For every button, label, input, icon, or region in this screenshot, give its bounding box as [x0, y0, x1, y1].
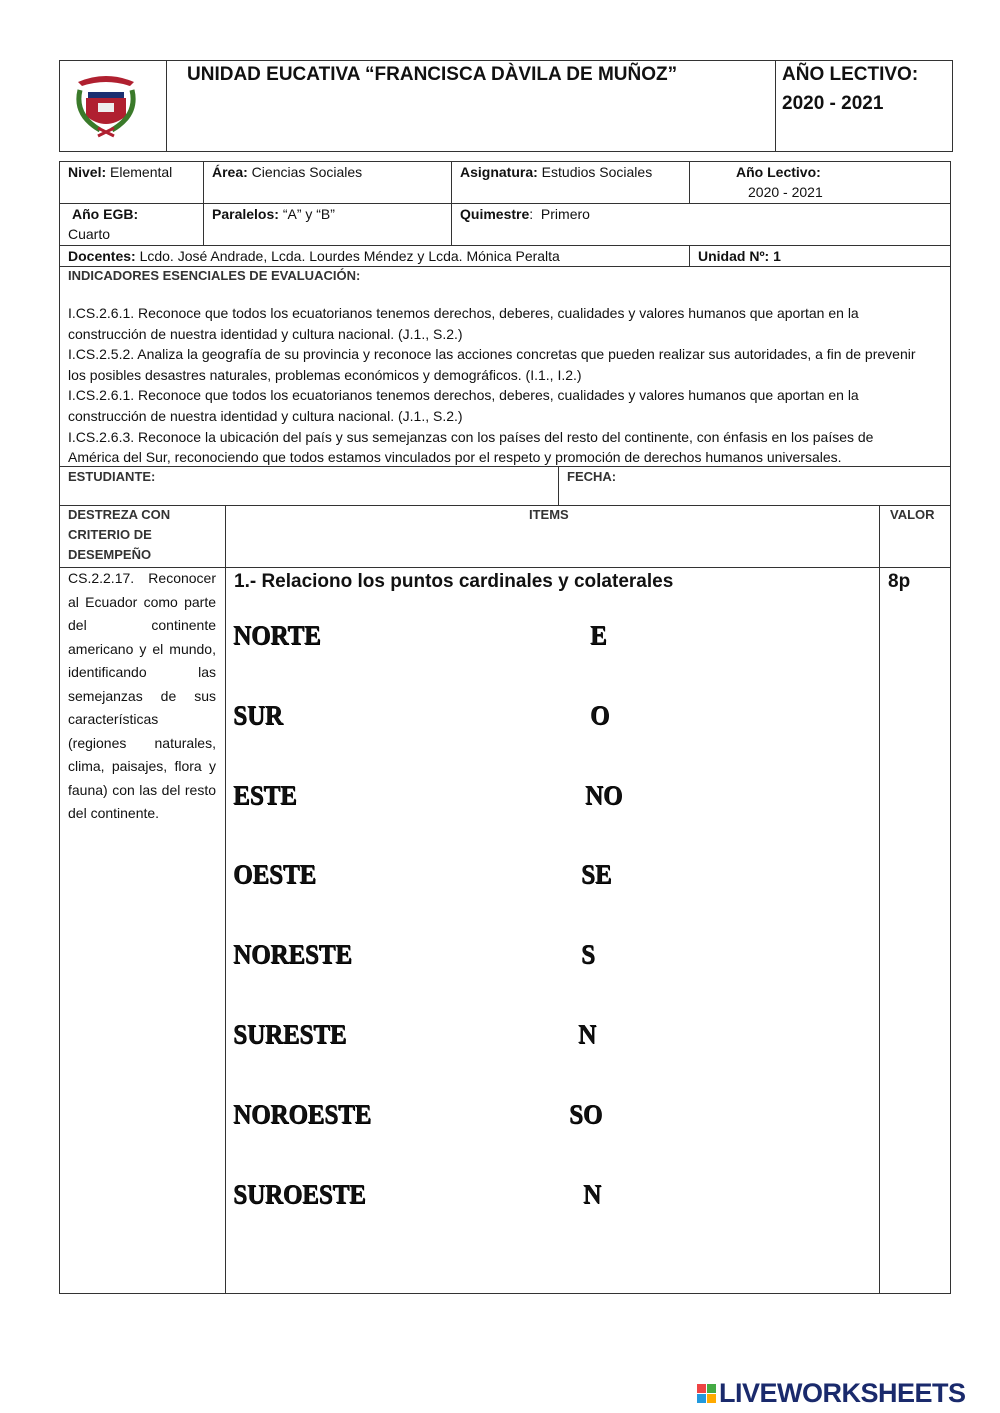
indicador-item: I.CS.2.6.1. Reconoce que todos los ecuatorianos tenemos derechos, deberes, cualidades y valores humanos que aportan en la construcción de nuestra identidad y cultura nacional. (J.1., S.2.): [68, 387, 859, 424]
left-term: NORTE: [233, 620, 321, 650]
logo-text: LIVEWORKSHEETS: [719, 1378, 966, 1408]
egb-label: Año EGB:: [72, 206, 139, 222]
quimestre-label: Quimestre: [460, 206, 530, 222]
liveworksheets-logo: [697, 1378, 966, 1409]
right-term: N: [583, 1178, 601, 1209]
paralelos-label: Paralelos:: [212, 206, 279, 222]
right-term: SO: [569, 1098, 603, 1129]
docentes-label: Docentes:: [68, 248, 136, 264]
nivel-value: Elemental: [106, 164, 173, 180]
quimestre-value: : Primero: [529, 206, 590, 222]
docentes-value: Lcdo. José Andrade, Lcda. Lourdes Méndez y Lcda. Mónica Peralta: [135, 248, 560, 264]
school-crest-logo: [70, 70, 142, 140]
indicador-item: I.CS.2.6.1. Reconoce que todos los ecuatorianos tenemos derechos, deberes, cualidades y valores humanos que aportan en la construcción de nuestra identidad y cultura nacional. (J.1., S.2.): [68, 305, 859, 342]
right-term: S: [581, 939, 595, 970]
col-valor: VALOR: [890, 507, 935, 522]
right-term: E: [590, 620, 607, 650]
paralelos-field: [212, 204, 335, 224]
area-field: [212, 162, 362, 182]
left-term: OESTE: [233, 859, 316, 890]
question-title: 1.- Relaciono los puntos cardinales y colaterales: [234, 571, 674, 592]
nivel-label: Nivel:: [68, 164, 107, 180]
left-term: SURESTE: [233, 1019, 347, 1049]
right-term: O: [590, 699, 610, 730]
indicador-item: I.CS.2.5.2. Analiza la geografía de su provincia y reconoce las acciones concretas que pueden realizar sus autoridades, a fin de prevenir los posibles desastres naturales, problemas económicos y demográficos. (I.1., I.2.): [68, 346, 916, 383]
paralelos-value: “A” y “B”: [278, 206, 335, 222]
area-value: Ciencias Sociales: [247, 164, 363, 180]
col-items: ITEMS: [529, 507, 569, 522]
right-term: SE: [581, 859, 612, 890]
fecha-label: FECHA:: [567, 469, 617, 484]
left-term: NOROESTE: [233, 1098, 372, 1129]
left-term: NORESTE: [233, 939, 352, 970]
indicadores-list: [68, 303, 926, 468]
unidad: Unidad Nº: 1: [698, 248, 781, 264]
quimestre-field: [460, 204, 590, 224]
destreza-text: CS.2.2.17. Reconocer al Ecuador como parte del continente americano y el mundo, identificando las semejanzas de sus características (regiones naturales, clima, paisajes, flora y fauna) con las del resto del continente.: [68, 570, 216, 821]
left-term: ESTE: [233, 779, 297, 810]
egb-value: Cuarto: [68, 226, 111, 242]
logo-icon: [697, 1384, 716, 1403]
docentes-field: [68, 246, 560, 266]
asignatura-field: [460, 162, 652, 182]
anio-label: Año Lectivo:: [736, 164, 821, 180]
left-term: SUROESTE: [233, 1178, 366, 1209]
anio-value: 2020 - 2021: [748, 184, 823, 200]
indicadores-title: INDICADORES ESENCIALES DE EVALUACIÓN:: [68, 268, 361, 283]
col-destreza: DESTREZA CON CRITERIO DE DESEMPEÑO: [68, 507, 171, 562]
area-label: Área:: [212, 164, 248, 180]
year-label: AÑO LECTIVO:: [782, 64, 919, 85]
nivel-field: [68, 162, 172, 182]
school-name: UNIDAD EUCATIVA “FRANCISCA DÀVILA DE MUÑOZ”: [187, 64, 678, 85]
right-term: NO: [585, 779, 623, 810]
question-value: 8p: [888, 571, 911, 592]
indicador-item: I.CS.2.6.3. Reconoce la ubicación del país y sus semejanzas con los países del resto del continente, con énfasis en los países de América del Sur, reconociendo que todos estamos vinculados por el respeto y promoción de derechos humanos universales.: [68, 428, 874, 466]
left-term: SUR: [233, 699, 283, 730]
estudiante-label: ESTUDIANTE:: [68, 469, 156, 484]
asignatura-label: Asignatura:: [460, 164, 538, 180]
asignatura-value: Estudios Sociales: [537, 164, 653, 180]
right-term: N: [578, 1019, 596, 1049]
year-value: 2020 - 2021: [782, 93, 884, 114]
